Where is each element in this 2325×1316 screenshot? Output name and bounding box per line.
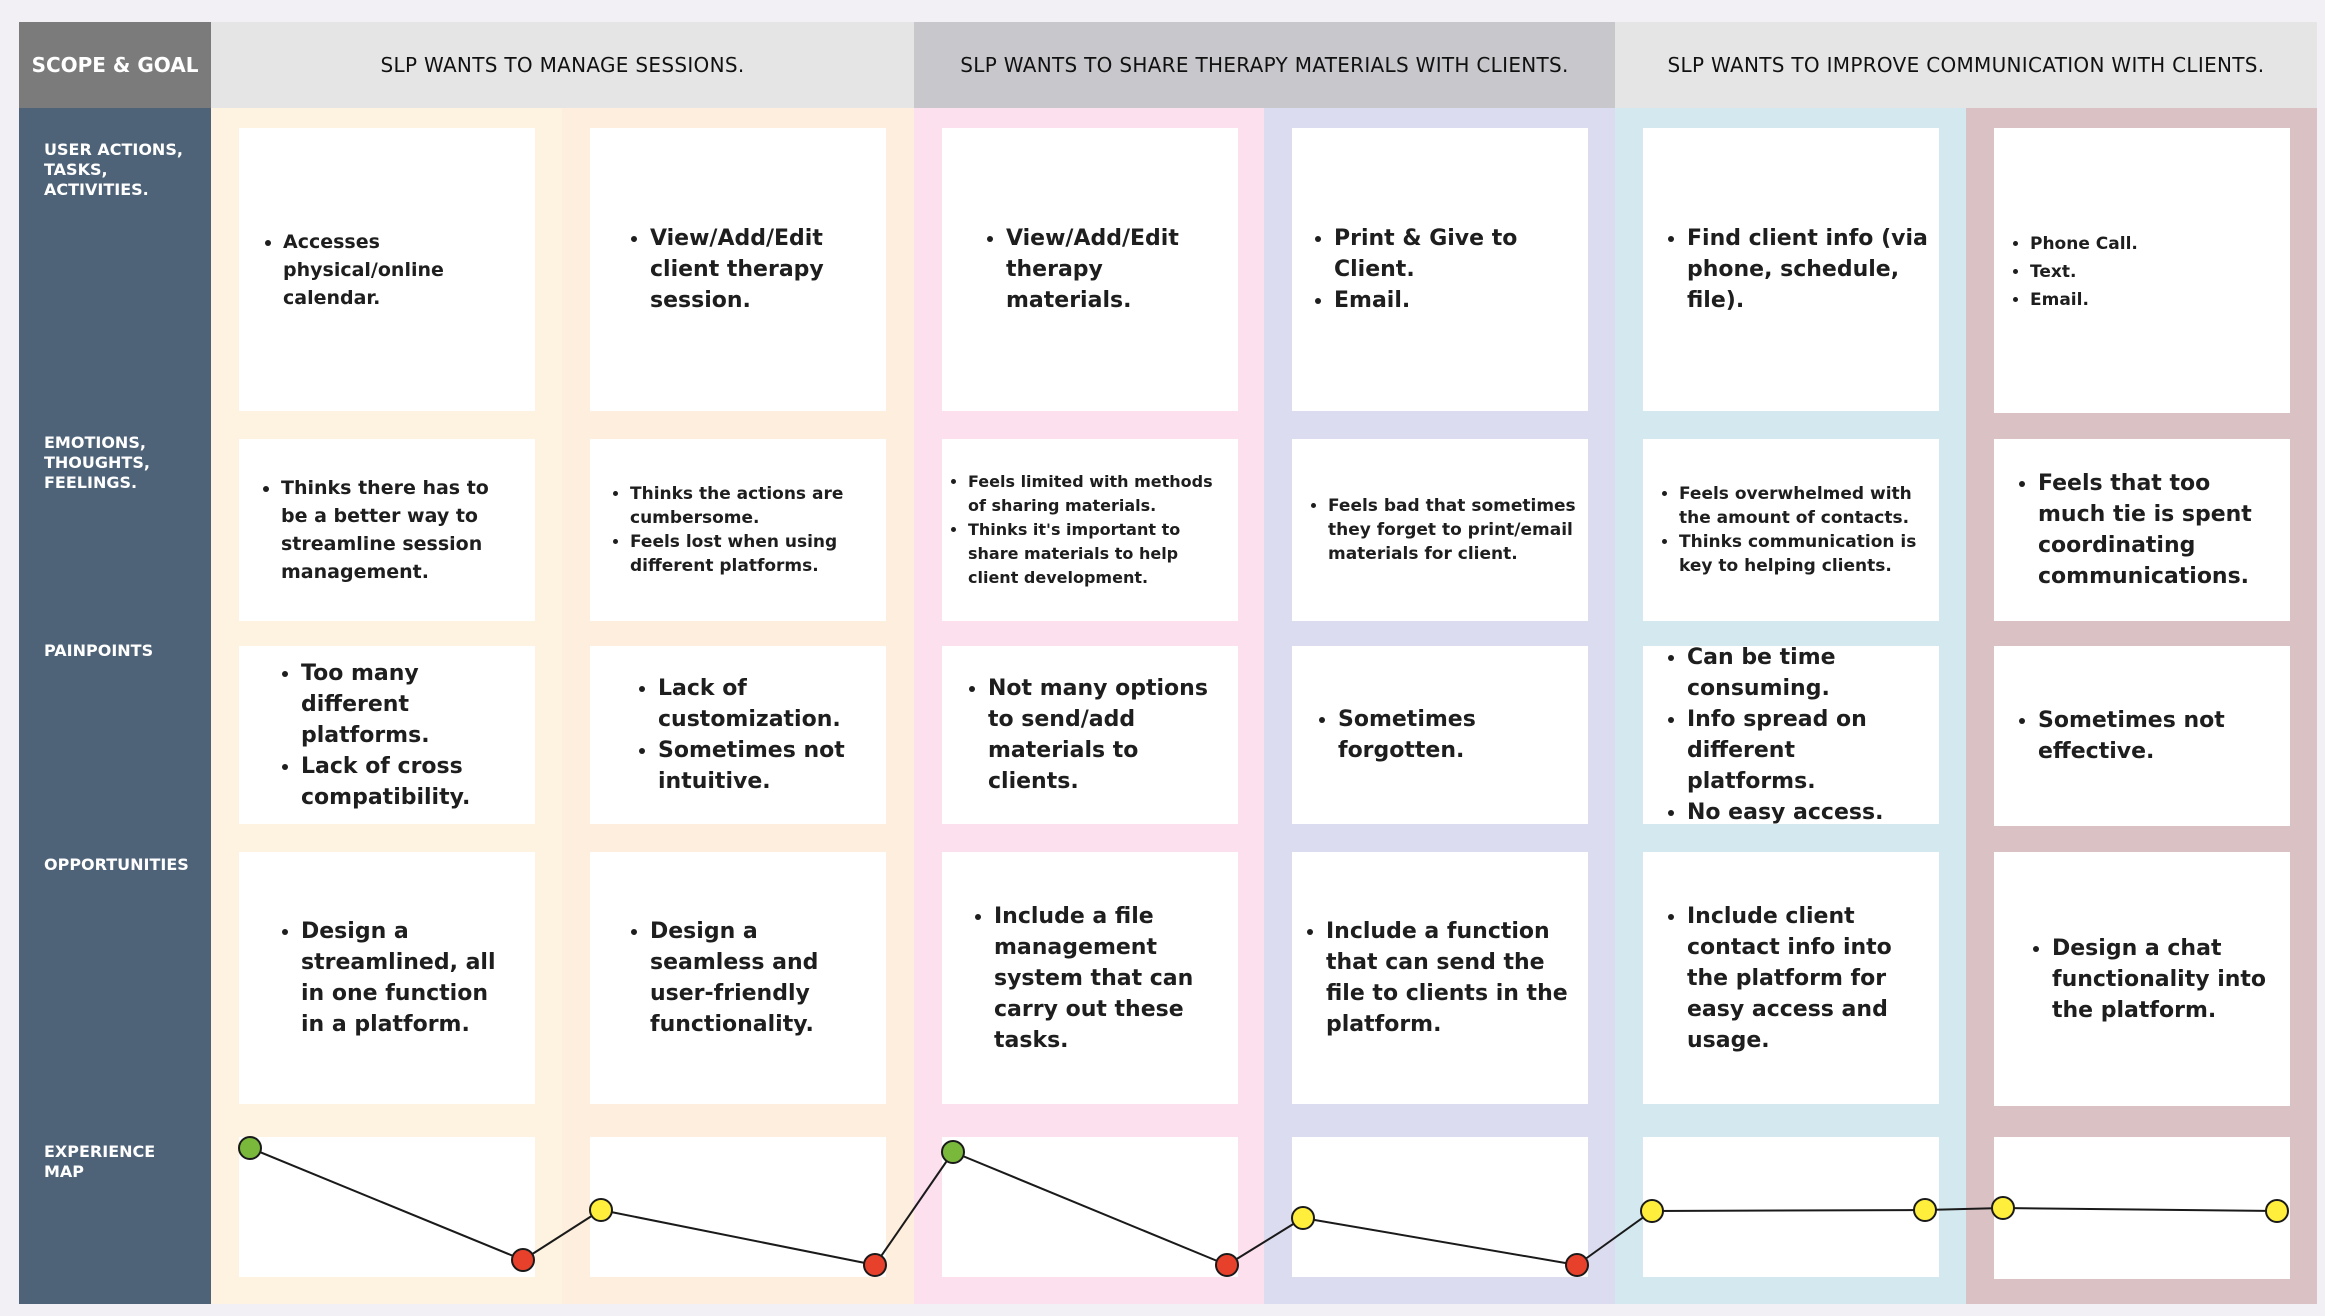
card-bullet: • View/Add/Edit therapy materials.	[1006, 223, 1218, 316]
card-emotions-col3	[942, 439, 1238, 621]
card-bullet: • Feels bad that sometimes they forget to print/email materials for client.	[1328, 494, 1576, 566]
card-experience-col3	[942, 1137, 1238, 1277]
card-opportunities-col2	[590, 852, 886, 1104]
card-actions-col4	[1292, 128, 1588, 411]
card-opportunities-col4	[1292, 852, 1588, 1104]
card-experience-col2	[590, 1137, 886, 1277]
stage-header-improve-communication	[1615, 22, 2317, 108]
stage-header-manage-sessions	[211, 22, 914, 108]
card-emotions-col1	[239, 439, 535, 621]
row-label-experience: EXPERIENCE MAP	[44, 1142, 156, 1181]
card-painpoints-col4	[1292, 646, 1588, 824]
card-actions-col5	[1643, 128, 1939, 411]
card-opportunities-col6	[1994, 852, 2290, 1106]
card-bullet: • Thinks it's important to share materials to help client development.	[968, 518, 1226, 590]
stage-header-label: SLP WANTS TO IMPROVE COMMUNICATION WITH CLIENTS.	[1667, 53, 2265, 77]
card-opportunities-col3	[942, 852, 1238, 1104]
card-bullet: • Design a streamlined, all in one function in a platform.	[301, 916, 515, 1040]
card-bullet: • Feels that too much tie is spent coordinating communications.	[2038, 468, 2282, 592]
card-bullet: • Thinks the actions are cumbersome.	[630, 482, 866, 530]
card-emotions-col2	[590, 439, 886, 621]
card-bullet: • Email.	[1334, 285, 1568, 316]
card-emotions-col4	[1292, 439, 1588, 621]
card-bullet: • Feels overwhelmed with the amount of contacts.	[1679, 482, 1929, 530]
stage-header-share-materials	[914, 22, 1615, 108]
card-bullet: • Include client contact info into the platform for easy access and usage.	[1687, 901, 1929, 1056]
stage-header-label: SLP WANTS TO MANAGE SESSIONS.	[380, 53, 745, 77]
card-bullet: • Not many options to send/add materials to clients.	[988, 673, 1232, 797]
stage-header-label: SLP WANTS TO SHARE THERAPY MATERIALS WITH CLIENTS.	[960, 53, 1569, 77]
card-bullet: • Include a function that can send the file to clients in the platform.	[1326, 916, 1578, 1040]
card-bullet: • Can be time consuming.	[1687, 642, 1919, 704]
card-bullet: • Feels lost when using different platforms.	[630, 530, 866, 578]
card-experience-col1	[239, 1137, 535, 1277]
card-bullet: • Thinks there has to be a better way to streamline session management.	[281, 474, 515, 586]
card-bullet: • Design a seamless and user-friendly functionality.	[650, 916, 866, 1040]
scope-goal-label: SCOPE & GOAL	[31, 53, 199, 77]
card-bullet: • Text.	[2030, 258, 2138, 286]
card-opportunities-col5	[1643, 852, 1939, 1104]
card-painpoints-col1	[239, 646, 535, 824]
card-bullet: • Phone Call.	[2030, 230, 2138, 258]
row-label-sidebar	[19, 108, 211, 1304]
card-bullet: • Sometimes not intuitive.	[658, 735, 866, 797]
card-bullet: • Email.	[2030, 286, 2138, 314]
card-bullet: • Include a file management system that can carry out these tasks.	[994, 901, 1218, 1056]
card-experience-col6	[1994, 1137, 2290, 1279]
card-bullet: • View/Add/Edit client therapy session.	[650, 223, 866, 316]
card-actions-col2	[590, 128, 886, 411]
card-bullet: • Find client info (via phone, schedule, file).	[1687, 223, 1931, 316]
row-label-actions: USER ACTIONS, TASKS, ACTIVITIES.	[44, 140, 183, 199]
card-bullet: • Feels limited with methods of sharing materials.	[968, 470, 1226, 518]
card-experience-col4	[1292, 1137, 1588, 1277]
card-painpoints-col6	[1994, 646, 2290, 826]
card-bullet: • Accesses physical/online calendar.	[283, 228, 515, 312]
card-bullet: • Lack of customization.	[658, 673, 866, 735]
card-emotions-col6	[1994, 439, 2290, 621]
card-bullet: • Info spread on different platforms.	[1687, 704, 1919, 797]
scope-goal-header	[19, 22, 211, 108]
card-bullet: • No easy access.	[1687, 797, 1919, 828]
card-bullet: • Print & Give to Client.	[1334, 223, 1568, 285]
card-experience-col5	[1643, 1137, 1939, 1277]
card-bullet: • Too many different platforms.	[301, 658, 515, 751]
card-bullet: • Design a chat functionality into the platform.	[2052, 933, 2270, 1026]
card-painpoints-col2	[590, 646, 886, 824]
card-opportunities-col1	[239, 852, 535, 1104]
card-bullet: • Sometimes forgotten.	[1338, 704, 1568, 766]
card-actions-col3	[942, 128, 1238, 411]
card-bullet: • Thinks communication is key to helping clients.	[1679, 530, 1929, 578]
card-bullet: • Sometimes not effective.	[2038, 705, 2270, 767]
card-actions-col6	[1994, 128, 2290, 413]
card-painpoints-col5	[1643, 646, 1939, 824]
row-label-painpoints: PAINPOINTS	[44, 641, 154, 660]
card-bullet: • Lack of cross compatibility.	[301, 751, 515, 813]
card-painpoints-col3	[942, 646, 1238, 824]
row-label-opportunities: OPPORTUNITIES	[44, 855, 189, 874]
card-actions-col1	[239, 128, 535, 411]
card-emotions-col5	[1643, 439, 1939, 621]
row-label-emotions: EMOTIONS, THOUGHTS, FEELINGS.	[44, 433, 150, 492]
